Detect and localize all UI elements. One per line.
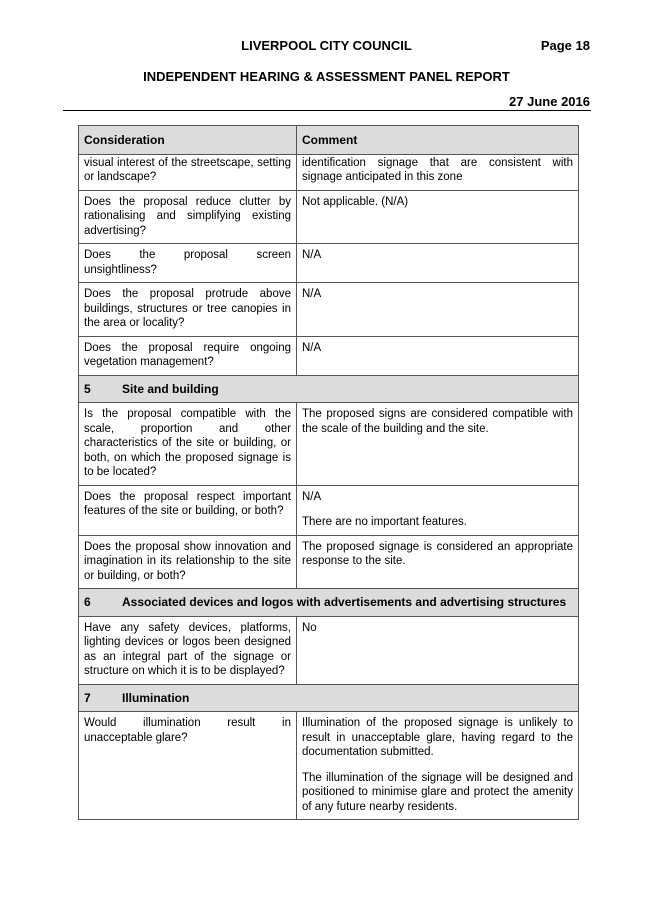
table-row xyxy=(79,244,579,283)
table-row xyxy=(79,190,579,244)
table-row xyxy=(79,535,579,589)
consideration-cell: Is the proposal compatible with the scale, proportion and other characteristics of the site or building, or both, on which the proposed signage is to be located? xyxy=(79,403,297,486)
comment-paragraph: There are no important features. xyxy=(302,516,467,528)
section-title: Illumination xyxy=(122,690,190,705)
section-heading-row xyxy=(79,375,579,403)
consideration-cell: visual interest of the streetscape, setting or landscape? xyxy=(79,154,297,190)
section-heading-row xyxy=(79,684,579,712)
section-number: 6 xyxy=(84,595,91,609)
report-title: INDEPENDENT HEARING & ASSESSMENT PANEL REPORT xyxy=(143,69,510,84)
table-row xyxy=(79,154,579,190)
consideration-table xyxy=(78,125,579,820)
section-title: Associated devices and logos with advertisements and advertising structures xyxy=(122,595,567,609)
comment-paragraph: N/A xyxy=(302,490,322,503)
header-divider xyxy=(63,110,591,111)
consideration-cell: Does the proposal screen unsightliness? xyxy=(79,244,297,283)
section-heading-row xyxy=(79,589,579,617)
consideration-cell: Does the proposal require ongoing vegetation management? xyxy=(79,336,297,375)
section-number: 7 xyxy=(84,690,91,705)
section-heading xyxy=(79,375,579,403)
comment-cell: No xyxy=(297,616,579,684)
column-header-comment: Comment xyxy=(297,126,579,155)
table-row xyxy=(79,712,579,820)
table-row xyxy=(79,403,579,486)
section-heading xyxy=(79,684,579,712)
comment-cell: The proposed signage is considered an appropriate response to the site. xyxy=(297,535,579,589)
table-row xyxy=(79,485,579,535)
comment-cell: N/A xyxy=(297,283,579,337)
section-title: Site and building xyxy=(122,381,219,396)
comment-cell: The proposed signs are considered compatible with the scale of the building and the site. xyxy=(297,403,579,486)
report-date: 27 June 2016 xyxy=(509,94,590,109)
column-header-consideration: Consideration xyxy=(79,126,297,155)
section-heading xyxy=(79,589,579,617)
consideration-cell: Would illumination result in unacceptable glare? xyxy=(79,712,297,820)
comment-paragraph: Illumination of the proposed signage is unlikely to result in unacceptable glare, having regard to the documentation submitted. xyxy=(302,717,573,758)
consideration-cell: Does the proposal reduce clutter by rationalising and simplifying existing advertising? xyxy=(79,190,297,244)
table-header-row xyxy=(79,126,579,155)
comment-cell: N/A xyxy=(297,244,579,283)
comment-cell: Not applicable. (N/A) xyxy=(297,190,579,244)
comment-cell xyxy=(297,485,579,535)
comment-paragraph: The illumination of the signage will be designed and positioned to minimise glare and protect the amenity of any future nearby residents. xyxy=(302,771,573,813)
consideration-cell: Have any safety devices, platforms, lighting devices or logos been designed as an integral part of the signage or structure on which it is to be displayed? xyxy=(79,616,297,684)
page-number: Page 18 xyxy=(540,38,590,53)
comment-cell: identification signage that are consistent with signage anticipated in this zone xyxy=(297,154,579,190)
consideration-cell: Does the proposal respect important features of the site or building, or both? xyxy=(79,485,297,535)
table-row xyxy=(79,616,579,684)
council-name: LIVERPOOL CITY COUNCIL xyxy=(241,38,412,53)
consideration-cell: Does the proposal protrude above buildings, structures or tree canopies in the area or locality? xyxy=(79,283,297,337)
table-row xyxy=(79,336,579,375)
comment-cell xyxy=(297,712,579,820)
table-row xyxy=(79,283,579,337)
page-header xyxy=(0,38,653,56)
section-number: 5 xyxy=(84,381,91,396)
comment-cell: N/A xyxy=(297,336,579,375)
consideration-cell: Does the proposal show innovation and imagination in its relationship to the site or building, or both? xyxy=(79,535,297,589)
